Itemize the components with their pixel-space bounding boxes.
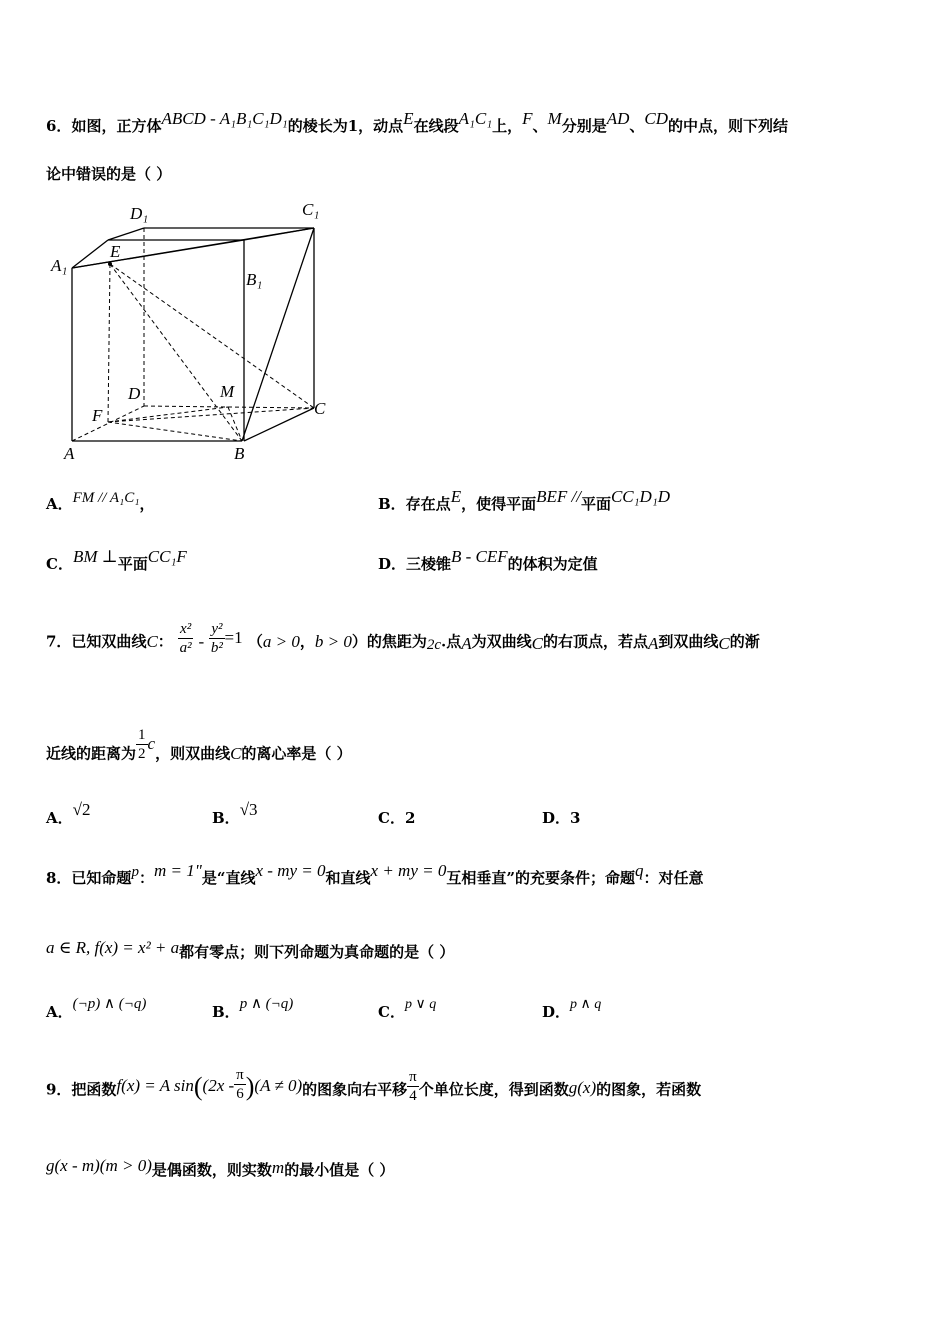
q7-option-b-label: B． bbox=[212, 809, 240, 827]
q7-half-num: 1 bbox=[138, 727, 146, 743]
q8-q: q bbox=[634, 861, 644, 880]
q8-option-d-value: p ∧ q bbox=[570, 997, 602, 1012]
q8-option-c-value: p ∨ q bbox=[404, 997, 437, 1012]
label-a: A bbox=[64, 444, 75, 463]
q7-option-c-label: C．2 bbox=[378, 809, 416, 827]
q7-half-den: 2 bbox=[138, 746, 146, 762]
label-b: B bbox=[234, 444, 245, 463]
q7-paren: （ bbox=[247, 632, 263, 651]
q9-text: 的图象向右平移 bbox=[302, 1080, 408, 1099]
q6-text: 的棱长为1，动点 bbox=[287, 117, 404, 135]
q7-c: C bbox=[718, 633, 730, 653]
q8-function: a ∈ R, f(x) = x² + a bbox=[46, 938, 180, 957]
q8-option-c-label: C． bbox=[378, 1003, 405, 1021]
q8-line-2: x + my = 0 bbox=[370, 861, 447, 880]
q6-text: 、 bbox=[629, 117, 645, 135]
q6-text: 的中点，则下列结 bbox=[668, 117, 789, 135]
q8-text: 是“直线 bbox=[201, 869, 256, 887]
q6-option-b[interactable] bbox=[378, 487, 671, 514]
q7-option-b-value: √3 bbox=[239, 800, 258, 819]
q9-text: 是偶函数，则实数 bbox=[151, 1161, 272, 1179]
q9-pi-over-6 bbox=[234, 1066, 246, 1103]
q8-colon: ： bbox=[138, 869, 154, 887]
label-e: E bbox=[110, 242, 121, 261]
q6-text: 、 bbox=[532, 117, 548, 135]
q9-pi: π bbox=[236, 1067, 244, 1083]
q6-option-c-math2: CC₁F bbox=[147, 547, 187, 566]
q8-option-b-value: p ∧ (¬q) bbox=[239, 996, 294, 1012]
q7-option-b[interactable] bbox=[212, 800, 258, 828]
label-d1: D₁ bbox=[130, 204, 149, 223]
q6-edge-cd: CD bbox=[644, 109, 669, 128]
q6-line2: 论中错误的是（ ） bbox=[46, 165, 172, 183]
q7-frac-y bbox=[209, 620, 224, 657]
q6-option-d-label: D．三棱锥 bbox=[378, 555, 452, 573]
point-e-dot bbox=[108, 262, 112, 266]
q6-option-b-text2: 平面 bbox=[580, 495, 611, 513]
q7-text: 的右顶点，若点 bbox=[543, 632, 649, 651]
q7-x2: x² bbox=[180, 621, 192, 637]
q6-option-b-math1: BEF // bbox=[536, 487, 581, 506]
q7-c: C bbox=[230, 743, 242, 763]
q6-text: 上， bbox=[492, 117, 523, 135]
q6-option-b-e: E bbox=[450, 487, 462, 506]
q6-text: 如图，正方体 bbox=[71, 117, 162, 135]
q9-four: 4 bbox=[409, 1088, 417, 1104]
q7-line1 bbox=[46, 621, 760, 661]
q7-b2: b² bbox=[210, 640, 223, 656]
q6-number: 6． bbox=[46, 117, 72, 135]
q6-option-d[interactable] bbox=[378, 547, 598, 574]
q6-point-f: F bbox=[522, 109, 533, 128]
q7-minus: - bbox=[198, 631, 205, 651]
q6-edge-ad: AD bbox=[606, 109, 630, 128]
q7-half-frac bbox=[136, 726, 148, 763]
q7-text: 近线的距离为 bbox=[46, 744, 137, 763]
q9-condition: (A ≠ 0) bbox=[254, 1075, 303, 1095]
q6-text: 分别是 bbox=[561, 117, 607, 135]
q8-line1 bbox=[46, 861, 704, 889]
q9-number: 9．把函数 bbox=[46, 1080, 117, 1099]
q7-half-c: c bbox=[147, 733, 156, 753]
q8-text: ：对任意 bbox=[643, 869, 704, 887]
cube-diagram bbox=[48, 196, 348, 471]
q6-option-a-math: FM // A₁C₁ bbox=[72, 490, 140, 506]
q6-option-b-text: ，使得平面 bbox=[461, 495, 537, 513]
q7-option-a[interactable] bbox=[46, 800, 91, 828]
q8-number: 8．已知命题 bbox=[46, 869, 132, 887]
label-d: D bbox=[128, 384, 141, 403]
q9-function: f(x) = A sin bbox=[116, 1075, 194, 1095]
q7-2c: 2c bbox=[426, 636, 442, 653]
label-c1: C₁ bbox=[302, 200, 320, 219]
q6-option-a-tail: ， bbox=[139, 495, 155, 513]
q6-option-d-math: B - CEF bbox=[451, 547, 508, 566]
q8-option-a[interactable] bbox=[46, 996, 147, 1023]
label-b1: B₁ bbox=[246, 270, 263, 289]
q6-option-c-label: C． bbox=[46, 555, 73, 573]
q7-b0: b > 0 bbox=[314, 631, 352, 651]
q6-option-c-text: 平面 bbox=[117, 555, 148, 573]
q9-arg-close: ) bbox=[245, 1071, 255, 1101]
q9-line1: 9．把函数f(x) = A sin((2x - $\frac{\pi}{6}$ )(A ≠ 0)的图象向右平移 $\frac{\pi}{4}$ 个单位长度，得到函数g(x)的图象，若函数 bbox=[46, 1067, 702, 1104]
q8-option-a-label: A． bbox=[46, 1003, 73, 1021]
label-a1: A₁ bbox=[51, 256, 68, 275]
q8-option-b-label: B． bbox=[212, 1003, 240, 1021]
q6-point-e: E bbox=[403, 109, 414, 128]
q7-option-d-label: D．3 bbox=[542, 809, 581, 827]
q7-text: 的渐 bbox=[729, 632, 760, 651]
q9-g-shift: g(x - m)(m > 0) bbox=[46, 1156, 152, 1175]
q7-a2: a² bbox=[179, 640, 192, 656]
q9-pi2: π bbox=[409, 1069, 417, 1085]
cube-figure bbox=[48, 196, 348, 475]
q8-text: 和直线 bbox=[325, 869, 371, 887]
q7-line2 bbox=[46, 727, 352, 773]
q7-colon: ： bbox=[157, 632, 173, 651]
q8-option-a-value: (¬p) ∧ (¬q) bbox=[72, 996, 147, 1012]
q6-cube-label: ABCD - A₁B₁C₁D₁ bbox=[161, 109, 288, 128]
q7-option-c[interactable] bbox=[378, 808, 415, 828]
q6-point-m: M bbox=[547, 109, 562, 128]
q7-option-a-label: A． bbox=[46, 809, 73, 827]
q7-a: A bbox=[648, 633, 659, 653]
q6-option-a[interactable] bbox=[46, 490, 155, 515]
label-m: M bbox=[220, 382, 235, 401]
q6-option-a-label: A． bbox=[46, 495, 73, 513]
q7-text: ）的焦距为 bbox=[351, 632, 427, 651]
q7-option-d[interactable] bbox=[542, 808, 580, 828]
q9-arg-open: (2x - bbox=[202, 1075, 235, 1095]
q6-line1 bbox=[46, 109, 789, 136]
q7-y2: y² bbox=[211, 621, 223, 637]
q9-pi-over-4 bbox=[407, 1068, 419, 1105]
q6-option-c[interactable] bbox=[46, 547, 187, 574]
q7-a0: a > 0 bbox=[262, 631, 300, 651]
q8-text: 互相垂直”的充要条件；命题 bbox=[446, 869, 635, 887]
label-f: F bbox=[92, 406, 103, 425]
q7-text: 为双曲线 bbox=[471, 632, 532, 651]
q7-a: A bbox=[461, 633, 472, 653]
q6-option-b-label: B．存在点 bbox=[378, 495, 451, 513]
q9-six: 6 bbox=[236, 1086, 244, 1102]
q7-frac-x bbox=[178, 620, 193, 657]
q7-text: .点 bbox=[441, 632, 462, 651]
q9-g: g(x) bbox=[568, 1077, 597, 1097]
q7-c: C bbox=[146, 631, 158, 651]
q9-text: 的图象，若函数 bbox=[596, 1080, 702, 1099]
q8-option-d-label: D． bbox=[542, 1003, 571, 1021]
q8-text: 都有零点；则下列命题为真命题的是（ ） bbox=[179, 943, 455, 961]
q8-option-d[interactable] bbox=[542, 997, 602, 1024]
q7-comma: ， bbox=[299, 632, 315, 651]
q8-m1: m = 1" bbox=[153, 861, 202, 880]
q8-option-c[interactable] bbox=[378, 997, 437, 1024]
q8-line-1: x - my = 0 bbox=[255, 861, 326, 880]
q7-text: 到双曲线 bbox=[658, 632, 719, 651]
q9-text: 的最小值是（ ） bbox=[284, 1161, 395, 1179]
q8-p: p bbox=[131, 864, 139, 880]
q9-m: m bbox=[271, 1158, 285, 1177]
q7-text: ，则双曲线 bbox=[155, 744, 231, 763]
q6-option-b-math2: CC₁D₁D bbox=[610, 487, 671, 506]
q7-option-a-value: √2 bbox=[72, 800, 91, 819]
q6-segment: A₁C₁ bbox=[458, 109, 493, 128]
q7-number: 7．已知双曲线 bbox=[46, 632, 147, 651]
q7-c: C bbox=[531, 633, 543, 653]
q9-text: 个单位长度，得到函数 bbox=[418, 1080, 569, 1099]
label-c: C bbox=[314, 399, 326, 418]
q7-eq1: =1 bbox=[224, 627, 243, 647]
q7-text: 的离心率是（ ） bbox=[241, 744, 352, 763]
q6-text: 在线段 bbox=[413, 117, 459, 135]
q8-option-b[interactable] bbox=[212, 996, 294, 1023]
q8-line2 bbox=[46, 938, 455, 962]
q6-option-d-text: 的体积为定值 bbox=[507, 555, 598, 573]
q9-line2 bbox=[46, 1156, 395, 1180]
q6-option-c-math: BM ⊥ bbox=[72, 547, 118, 566]
